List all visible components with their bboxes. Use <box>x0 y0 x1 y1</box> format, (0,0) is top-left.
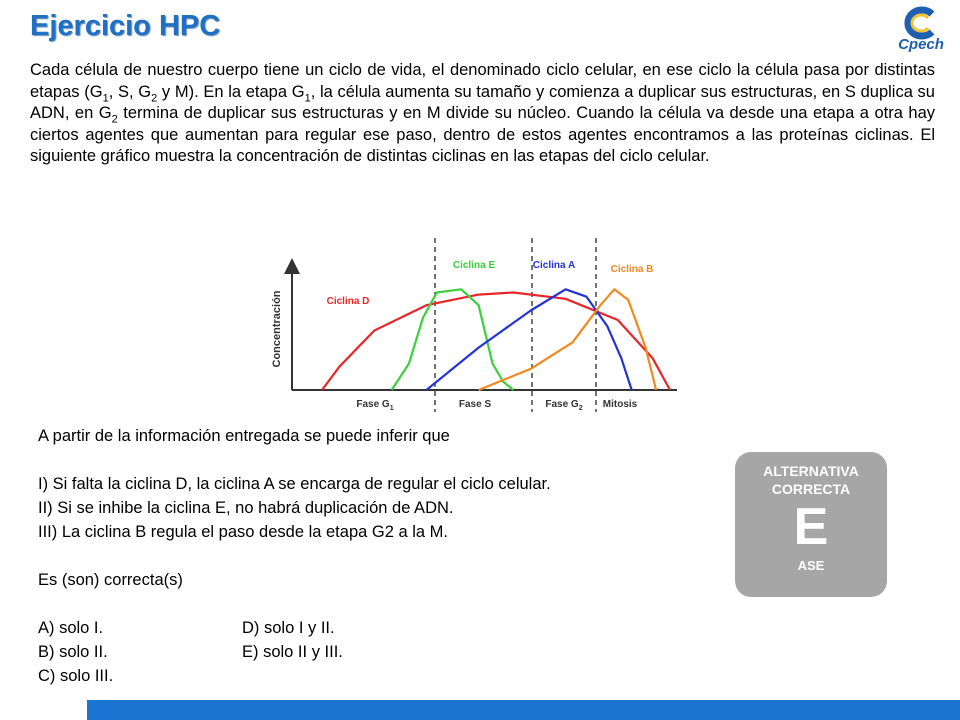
question-block <box>38 424 551 688</box>
intro-text-2: , S, G <box>108 82 152 101</box>
intro-sub-3: 1 <box>304 91 311 104</box>
series-label-ciclina-a: Ciclina A <box>532 260 576 271</box>
intro-text-3: y M). En la etapa G <box>157 82 305 101</box>
intro-sub-4: 2 <box>111 113 118 126</box>
phase-label: Fase S <box>458 399 492 410</box>
intro-text-1: Cada célula de nuestro cuerpo tiene un ciclo de vida, el denominado ciclo celular, en ese ciclo la célula pasa por distintas etapas (G <box>30 61 935 101</box>
statement-1: I) Si falta la ciclina D, la ciclina A se encarga de regular el ciclo celular. <box>38 475 551 493</box>
logo-c-icon <box>890 6 952 40</box>
logo-text: Cpech <box>898 36 944 53</box>
footer-bar <box>87 700 960 720</box>
question-prompt: Es (son) correcta(s) <box>38 571 183 589</box>
answer-code: ASE <box>797 558 825 573</box>
options-grid <box>38 616 551 688</box>
option-a[interactable]: A) solo I. <box>38 619 104 637</box>
intro-text-5: termina de duplicar sus estructuras y en M divide su núcleo. Cuando la célula va desde una etapa a otra hay ciertos agentes que aumentan para regular ese paso, dentro de estos agentes encontramos a las proteínas ciclinas. El siguiente gráfico muestra la concentración de distintas ciclinas en las etapas del ciclo celular. <box>30 104 935 165</box>
option-e[interactable]: E) solo II y III. <box>242 643 343 661</box>
answer-box <box>735 452 887 597</box>
intro-sub-1: 1 <box>102 91 109 104</box>
cpech-logo <box>890 6 952 56</box>
question-stem: A partir de la información entregada se puede inferir que <box>38 427 450 445</box>
series-line-ciclina-d <box>322 293 670 391</box>
statement-3: III) La ciclina B regula el paso desde la etapa G2 a la M. <box>38 523 448 541</box>
answer-letter: E <box>793 498 829 556</box>
cyclin-chart <box>262 234 682 412</box>
series-label-ciclina-d: Ciclina D <box>326 296 370 307</box>
intro-text-4: , la célula aumenta su tamaño y comienza a duplicar sus estructuras, en S duplica su ADN, en G <box>30 82 935 122</box>
series-label-ciclina-e: Ciclina E <box>452 260 496 271</box>
option-d[interactable]: D) solo I y II. <box>242 619 335 637</box>
phase-label: Mitosis <box>602 399 638 410</box>
series-line-ciclina-e <box>392 289 514 390</box>
phase-label: Fase $G_1$ <box>356 399 394 412</box>
answer-header-line1: ALTERNATIVA <box>763 463 859 479</box>
intro-paragraph <box>30 60 935 168</box>
answer-header <box>735 462 887 498</box>
intro-sub-2: 2 <box>151 91 158 104</box>
option-c[interactable]: C) solo III. <box>38 667 114 685</box>
phase-label: Fase $G_2$ <box>545 399 583 412</box>
series-line-ciclina-b <box>479 289 656 390</box>
series-label-ciclina-b: Ciclina B <box>610 264 654 275</box>
page-title: Ejercicio HPC <box>30 10 221 42</box>
answer-header-line2: CORRECTA <box>771 481 851 497</box>
y-axis-label: Concentración <box>271 290 283 368</box>
option-b[interactable]: B) solo II. <box>38 643 108 661</box>
statement-2: II) Si se inhibe la ciclina E, no habrá duplicación de ADN. <box>38 499 454 517</box>
